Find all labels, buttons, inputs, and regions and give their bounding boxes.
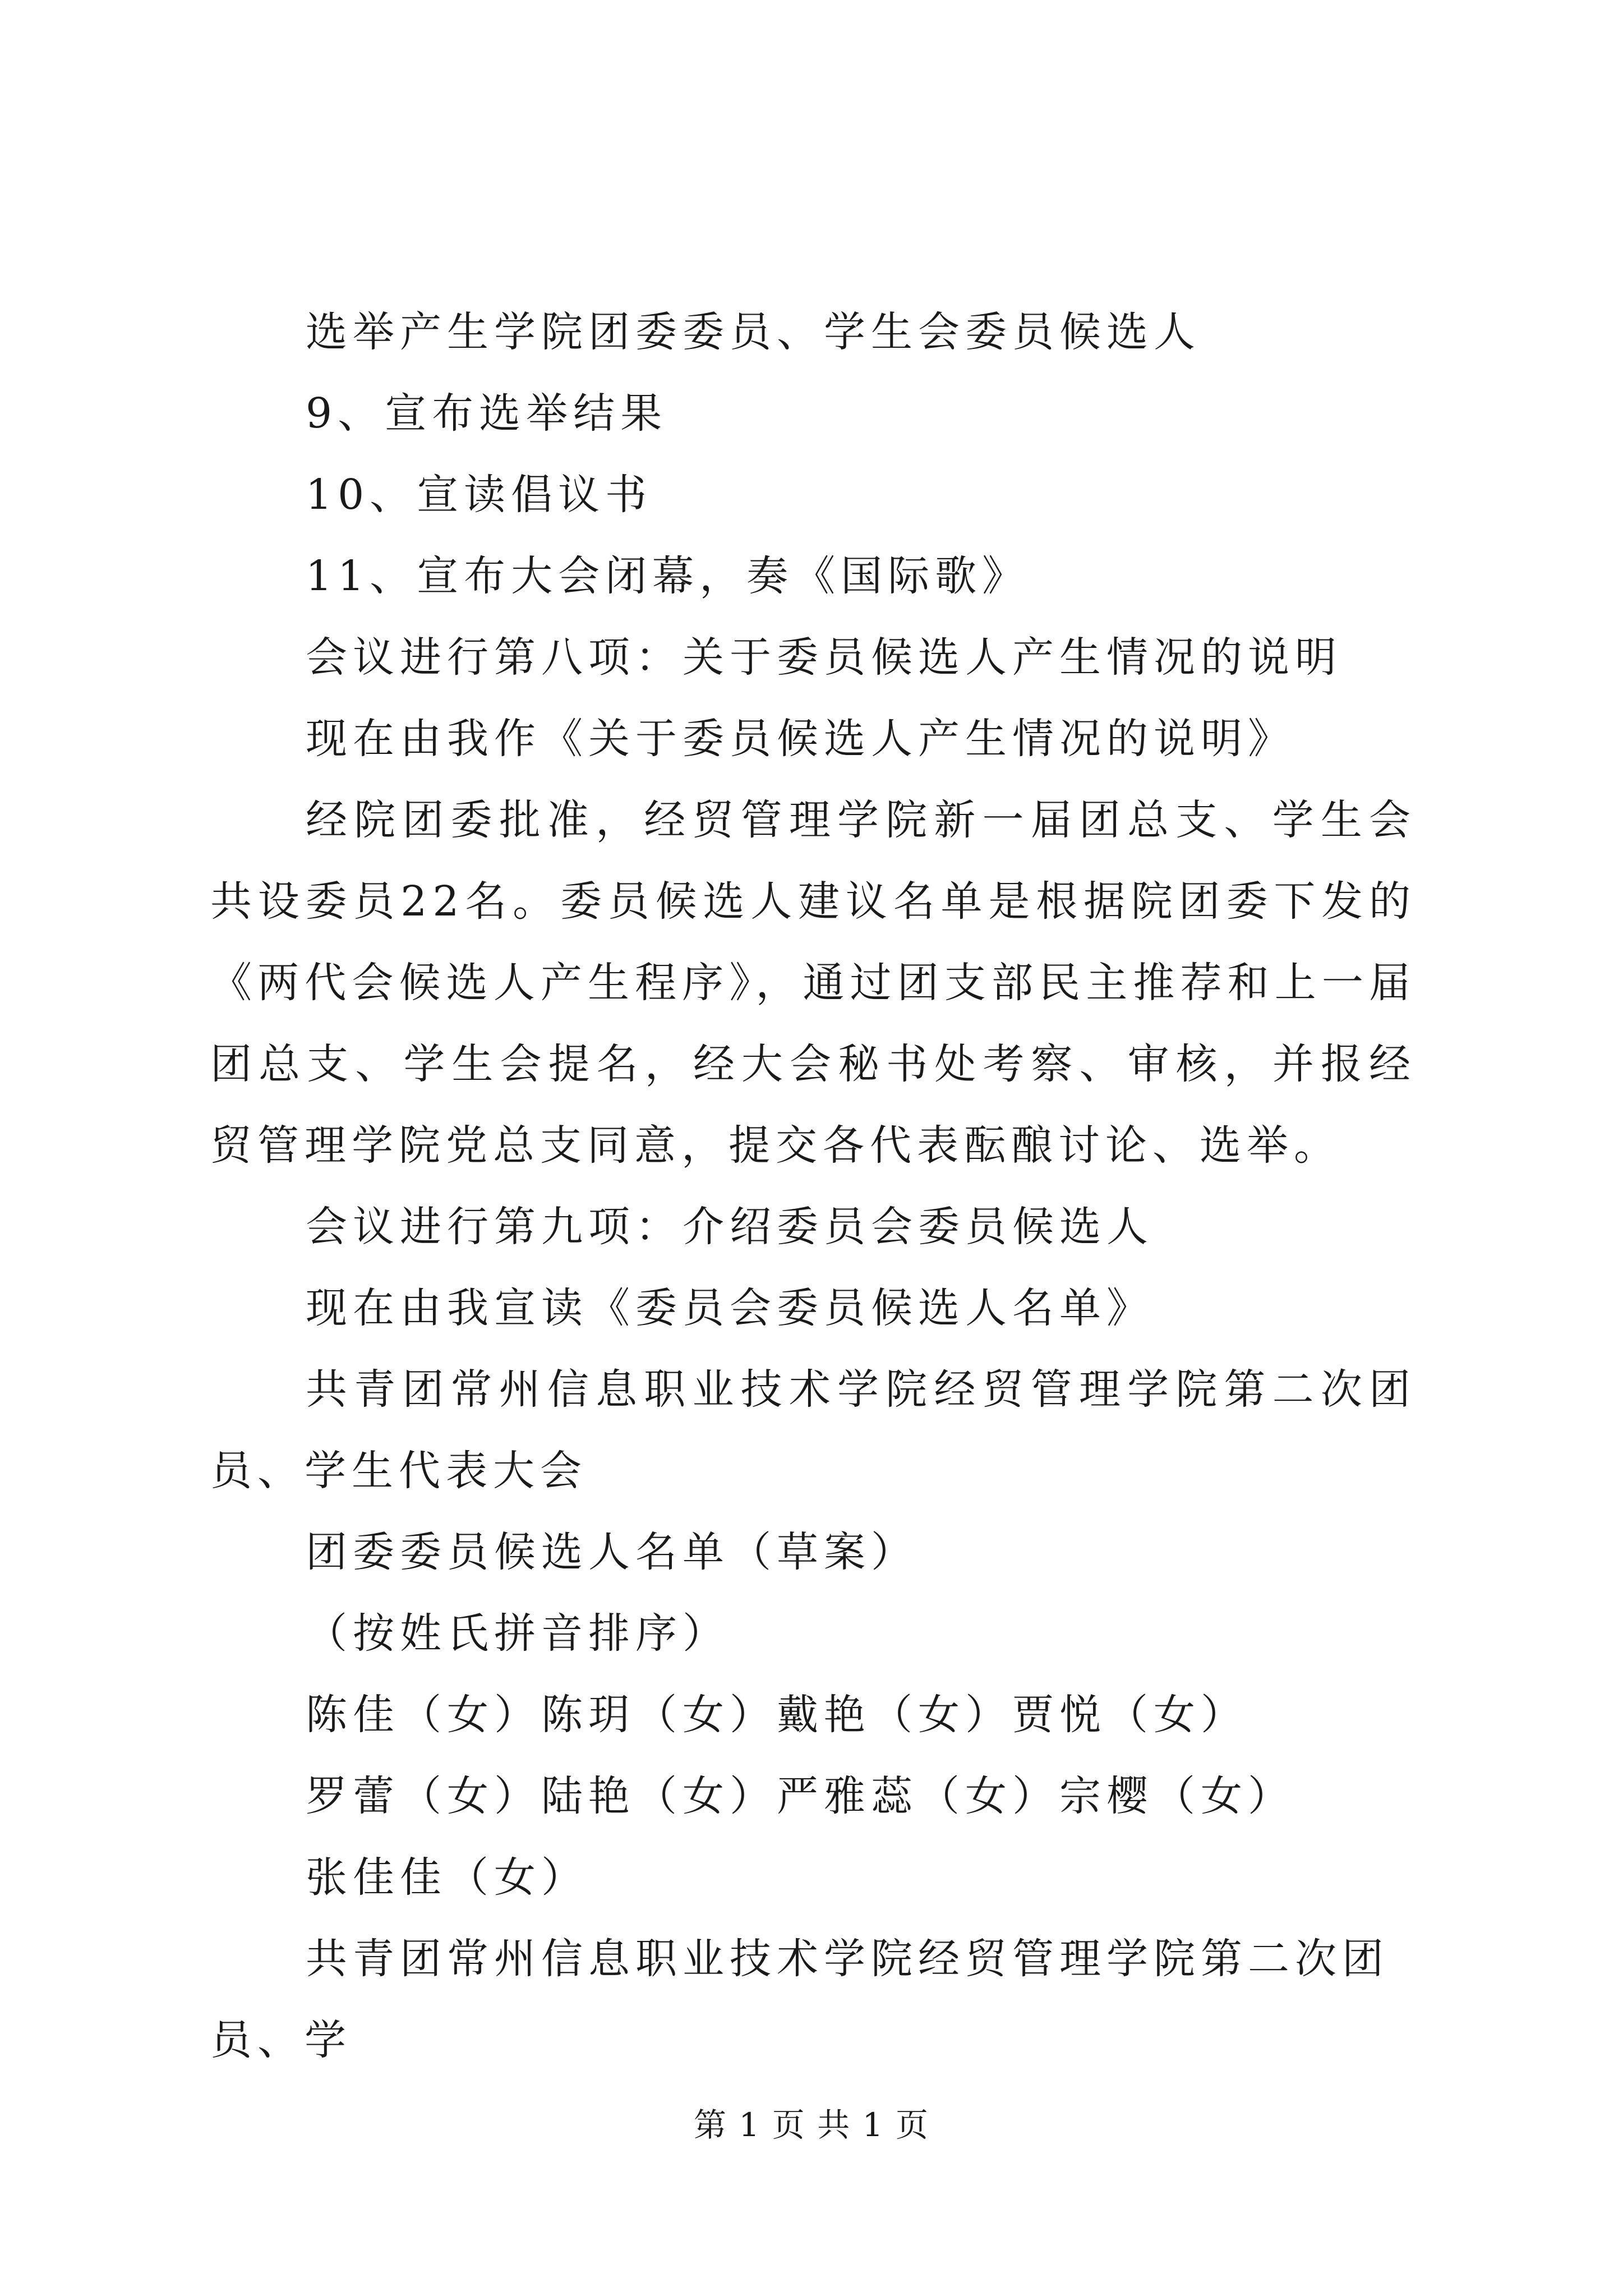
paragraph: 会议进行第八项：关于委员候选人产生情况的说明 [306,633,1342,682]
paragraph: （按姓氏拼音排序） [306,1609,730,1658]
paragraph: 张佳佳（女） [306,1853,588,1902]
paragraph: 经院团委批准，经贸管理学院新一届团总支、学生会共设委员22名。委员候选人建议名单是根据院团委下发的《两代会候选人产生程序》，通过团支部民主推荐和上一届团总支、学生会提名，经大会秘书处考察、审核，并报经贸管理学院党总支同意，提交各代表酝酿讨论、选举。 [210,796,1416,1170]
paragraph: 现在由我宣读《委员会委员候选人名单》 [306,1284,1154,1332]
paragraph: 陈佳（女）陈玥（女）戴艳（女）贾悦（女） [306,1691,1248,1739]
page-number-footer: 第 1 页 共 1 页 [694,2106,929,2144]
paragraph: 11、宣布大会闭幕，奏《国际歌》 [306,552,1030,600]
paragraph: 共青团常州信息职业技术学院经贸管理学院第二次团员、学 [210,1935,1389,2064]
paragraph: 现在由我作《关于委员候选人产生情况的说明》 [306,715,1295,763]
document-body [210,292,1416,2081]
paragraph: 10、宣读倡议书 [306,471,653,519]
paragraph: 选举产生学院团委委员、学生会委员候选人 [306,308,1201,356]
paragraph: 共青团常州信息职业技术学院经贸管理学院第二次团员、学生代表大会 [210,1365,1416,1495]
paragraph: 9、宣布选举结果 [306,389,668,438]
paragraph: 罗蕾（女）陆艳（女）严雅蕊（女）宗樱（女） [306,1772,1295,1820]
paragraph: 团委委员候选人名单（草案） [306,1528,918,1576]
paragraph: 会议进行第九项：介绍委员会委员候选人 [306,1203,1154,1251]
